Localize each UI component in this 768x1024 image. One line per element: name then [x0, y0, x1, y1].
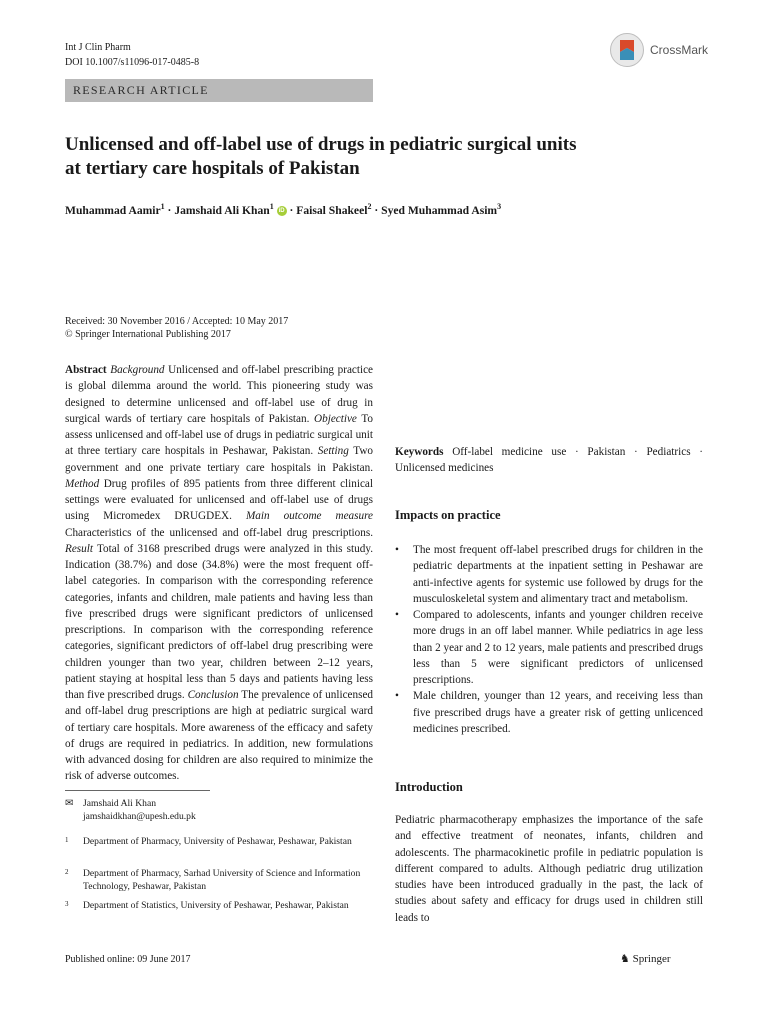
- conclusion-label: Conclusion: [187, 689, 239, 701]
- impact-text: The most frequent off-label prescribed drugs for children in the pediatric departments at the inpatient setting in Peshawar are anti-infective agents for systemic use followed by drugs for the musculoskeletal system and alimentary tract and metabolism.: [413, 544, 703, 605]
- method-label: Method: [65, 477, 100, 490]
- correspondence: [65, 798, 375, 823]
- article-type-banner: [65, 79, 373, 102]
- abstract-label: Abstract: [65, 364, 107, 376]
- email-link[interactable]: jamshaidkhan@upesh.edu.pk: [83, 810, 196, 822]
- crossmark-badge[interactable]: [610, 33, 720, 69]
- introduction-text: Pediatric pharmacotherapy emphasizes the importance of the safe and effective treatment of neonates, infants, children and adolescents. The pharmacokinetic profile in pediatric population is different compared to adults. Although pediatric drug utilization studies have been introduced gradually in the past, the lack of studies about safety and efficacy for drugs used in children still leads to: [395, 814, 703, 924]
- journal-header: [65, 40, 199, 70]
- author-affiliation: 2: [367, 202, 372, 211]
- article-type: RESEARCH ARTICLE: [73, 83, 209, 97]
- impact-text: Compared to adolescents, infants and younger children receive more drugs in an off label manner. While pediatrics in age less than 2 year and 2 to 12 years, male patients and prescribed drugs less than 5 were significant predictors of unlicensed prescriptions.: [413, 609, 703, 686]
- envelope-icon: ✉: [65, 798, 74, 809]
- title-line-2: at tertiary care hospitals of Pakistan: [65, 158, 360, 179]
- outcome-label: Main outcome measure: [245, 510, 373, 523]
- impact-item: [395, 688, 703, 737]
- author-name[interactable]: Muhammad Aamir: [65, 203, 161, 217]
- crossmark-label: CrossMark: [650, 43, 709, 57]
- result-label: Result: [65, 542, 93, 555]
- footnote-divider: [65, 790, 210, 791]
- keywords-label: Keywords: [395, 446, 444, 458]
- conclusion-text: The prevalence of unlicensed and off-label drug prescriptions are high at pediatric surgical ward of tertiary care hospitals. More awareness of the efficacy and safety of drugs are required in pediatrics. In addition, new formulations with advanced dosing for children are also required to minimize the risk of adverse outcomes.: [65, 689, 374, 783]
- author-affiliation: 1: [269, 202, 274, 211]
- setting-label: Setting: [317, 445, 349, 458]
- bullet-icon: •: [395, 690, 399, 703]
- affiliation-text: Department of Pharmacy, Sarhad University of Science and Information Technology, Peshawar, Pakistan: [83, 868, 361, 892]
- impact-text: Male children, younger than 12 years, and receiving less than five prescribed drugs have a greater risk of getting unlicenced medicines prescribed.: [413, 690, 703, 735]
- affiliation-number: 1: [65, 836, 69, 844]
- method-text: Drug profiles of 895 patients from three different clinical settings were evaluated for unlicensed and off-label use of drugs using Micromedex DRUGDEX.: [65, 477, 374, 523]
- introduction-heading: Introduction: [395, 780, 463, 794]
- doi: DOI 10.1007/s11096-017-0485-8: [65, 57, 200, 68]
- author-affiliation: 3: [497, 202, 502, 211]
- affiliation-number: 2: [65, 868, 69, 876]
- journal-name: Int J Clin Pharm: [65, 42, 131, 53]
- springer-horse-icon: ♞: [620, 953, 630, 965]
- impacts-list: [395, 542, 703, 737]
- impact-item: [395, 542, 703, 607]
- article-title: [65, 133, 705, 181]
- title-line-1: Unlicensed and off-label use of drugs in pediatric surgical units: [65, 134, 577, 155]
- author-name[interactable]: Syed Muhammad Asim: [381, 203, 498, 217]
- result-text: Total of 3168 prescribed drugs were analyzed in this study. Indication (38.7%) and dose (34.8%) were the most frequent off-label categories. In comparison with the corresponding reference categories, infants and children, male patients and having less than five prescribed drugs were significant predictors of unlicensed prescriptions. In comparison with the corresponding reference categories, significant predictors of off-label drug prescribing were children younger than two year, children between 2–12 years, patient staying at hospital less than 5 days and patients having less than five prescribed drugs.: [65, 542, 373, 701]
- author-affiliation: 1: [160, 202, 165, 211]
- impact-item: [395, 607, 703, 688]
- objective-text: To assess unlicensed and off-label use of drugs in pediatric surgical unit at three tertiary care hospitals in Peshawar, Pakistan.: [65, 412, 373, 458]
- received-accepted: Received: 30 November 2016 / Accepted: 10 May 2017: [65, 316, 289, 327]
- affiliation-text: Department of Statistics, University of Peshawar, Peshawar, Pakistan: [83, 900, 349, 911]
- corresponding-author: Jamshaid Ali Khan: [83, 798, 157, 809]
- published-online: Published online: 09 June 2017: [65, 954, 191, 965]
- affiliation-number: 3: [65, 900, 69, 908]
- author-name[interactable]: Jamshaid Ali Khan: [174, 203, 270, 217]
- crossmark-icon: [610, 33, 644, 67]
- outcome-text: Characteristics of the unlicensed and off-label drug prescriptions.: [65, 526, 373, 539]
- affiliation-text: Department of Pharmacy, University of Peshawar, Peshawar, Pakistan: [83, 836, 352, 847]
- bullet-icon: •: [395, 544, 399, 556]
- keywords-text: Off-label medicine use · Pakistan · Pediatrics · Unlicensed medicines: [395, 446, 703, 475]
- author-name[interactable]: Faisal Shakeel: [296, 203, 368, 217]
- bullet-icon: •: [395, 609, 399, 621]
- background-label: Background: [110, 364, 165, 376]
- abstract: [65, 362, 373, 785]
- orcid-icon[interactable]: iD: [278, 208, 285, 215]
- keywords: [395, 444, 703, 477]
- setting-text: Two government and one private tertiary care hospitals in Pakistan.: [65, 445, 373, 474]
- objective-label: Objective: [314, 412, 357, 425]
- article-dates: [65, 315, 288, 341]
- publisher-logo: [620, 952, 671, 965]
- impacts-heading: Impacts on practice: [395, 508, 501, 522]
- author-list: Muhammad Aamir$^1$ · Jamshaid Ali Khan$^1$ iD · Faisal Shakeel$^2$ · Syed Muhammad Asim$^3$: [65, 202, 502, 217]
- publisher-name: Springer: [632, 953, 671, 965]
- background-text: Unlicensed and off-label prescribing practice is global dilemma around the world. This pioneering study was designed to determine unlicensed and off-label use of drug in surgical wards of tertiary care hospitals of Pakistan.: [65, 364, 374, 425]
- copyright: © Springer International Publishing 2017: [65, 329, 231, 340]
